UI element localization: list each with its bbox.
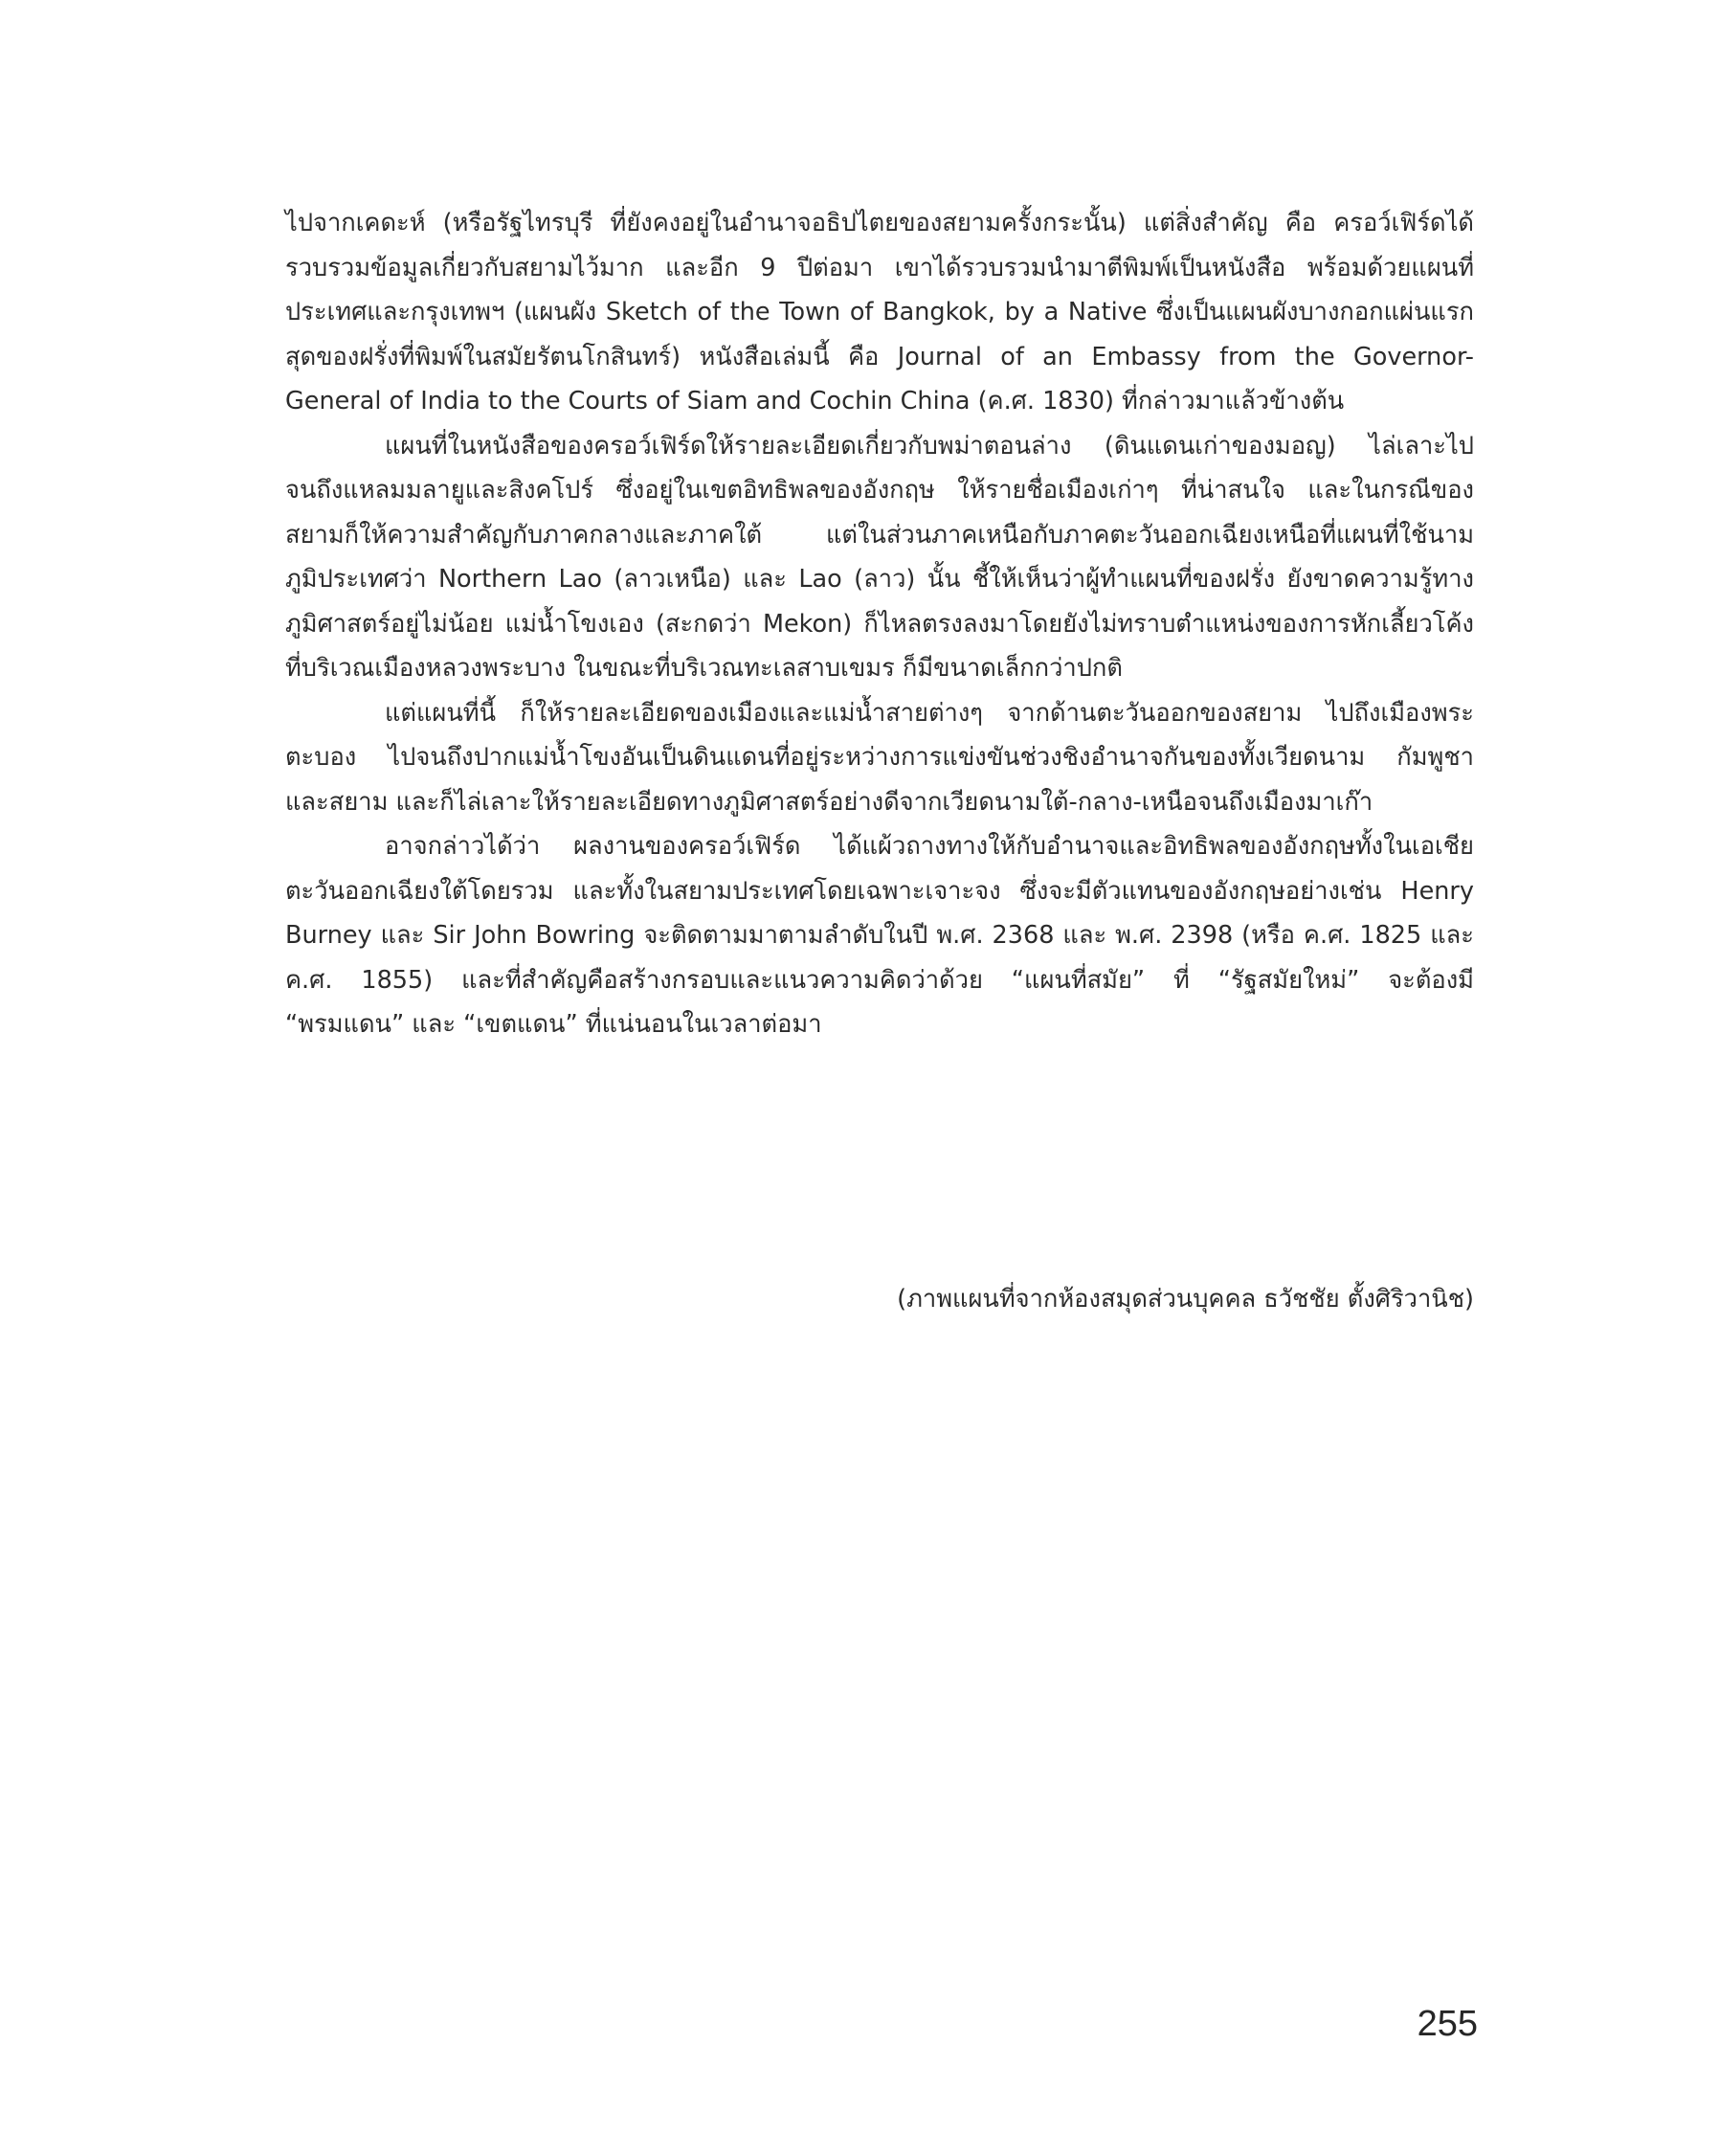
paragraph-2: แผนที่ในหนังสือของครอว์เฟิร์ดให้รายละเอียดเกี่ยวกับพม่าตอนล่าง (ดินแดนเก่าของมอญ) ไล่เลาะไปจนถึงแหลมมลายูและสิงคโปร์ ซึ่งอยู่ในเขตอิทธิพลของอังกฤษ ให้รายชื่อเมืองเก่าๆ ที่น่าสนใจ และในกรณีของสยามก็ให้ความสำคัญกับภาคกลางและภาคใต้ แต่ในส่วนภาคเหนือกับภาคตะวันออกเฉียงเหนือที่แผนที่ใช้นามภูมิประเทศว่า Northern Lao (ลาวเหนือ) และ Lao (ลาว) นั้น ชี้ให้เห็นว่าผู้ทำแผนที่ของฝรั่ง ยังขาดความรู้ทางภูมิศาสตร์อยู่ไม่น้อย แม่น้ำโขงเอง (สะกดว่า Mekon) ก็ไหลตรงลงมาโดยยังไม่ทราบตำแหน่งของการหักเลี้ยวโค้งที่บริเวณเมืองหลวงพระบาง ในขณะที่บริเวณทะเลสาบเขมร ก็มีขนาดเล็กกว่าปกติ	[285, 431, 1474, 683]
paragraph-1: ไปจากเคดะห์ (หรือรัฐไทรบุรี ที่ยังคงอยู่ในอำนาจอธิปไตยของสยามครั้งกระนั้น) แต่สิ่งสำคัญ คือ ครอว์เฟิร์ดได้รวบรวมข้อมูลเกี่ยวกับสยามไว้มาก และอีก 9 ปีต่อมา เขาได้รวบรวมนำมาตีพิมพ์เป็นหนังสือ พร้อมด้วยแผนที่ประเทศและกรุงเทพฯ (แผนผัง Sketch of the Town of Bangkok, by a Native ซึ่งเป็นแผนผังบางกอกแผ่นแรกสุดของฝรั่งที่พิมพ์ในสมัยรัตนโกสินทร์) หนังสือเล่มนี้ คือ Journal of an Embassy from the Governor-General of India to the Courts of Siam and Cochin China (ค.ศ. 1830) ที่กล่าวมาแล้วข้างต้น	[285, 209, 1474, 415]
page-number: 255	[1417, 2004, 1478, 2044]
body-text	[285, 201, 1474, 1047]
image-credit-caption: (ภาพแผนที่จากห้องสมุดส่วนบุคคล ธวัชชัย ตั้งศิริวานิช)	[897, 1285, 1474, 1314]
paragraph-3: แต่แผนที่นี้ ก็ให้รายละเอียดของเมืองและแม่น้ำสายต่างๆ จากด้านตะวันออกของสยาม ไปถึงเมืองพระตะบอง ไปจนถึงปากแม่น้ำโขงอันเป็นดินแดนที่อยู่ระหว่างการแข่งขันช่วงชิงอำนาจกันของทั้งเวียดนาม กัมพูชา และสยาม และก็ไล่เลาะให้รายละเอียดทางภูมิศาสตร์อย่างดีจากเวียดนามใต้-กลาง-เหนือจนถึงเมืองมาเก๊า	[285, 698, 1474, 817]
paragraph-4: อาจกล่าวได้ว่า ผลงานของครอว์เฟิร์ด ได้แผ้วถางทางให้กับอำนาจและอิทธิพลของอังกฤษทั้งในเอเชียตะวันออกเฉียงใต้โดยรวม และทั้งในสยามประเทศโดยเฉพาะเจาะจง ซึ่งจะมีตัวแทนของอังกฤษอย่างเช่น Henry Burney และ Sir John Bowring จะติดตามมาตามลำดับในปี พ.ศ. 2368 และ พ.ศ. 2398 (หรือ ค.ศ. 1825 และ ค.ศ. 1855) และที่สำคัญคือสร้างกรอบและแนวความคิดว่าด้วย “แผนที่สมัย” ที่ “รัฐสมัยใหม่” จะต้องมี “พรมแดน” และ “เขตแดน” ที่แน่นอนในเวลาต่อมา	[285, 832, 1474, 1039]
